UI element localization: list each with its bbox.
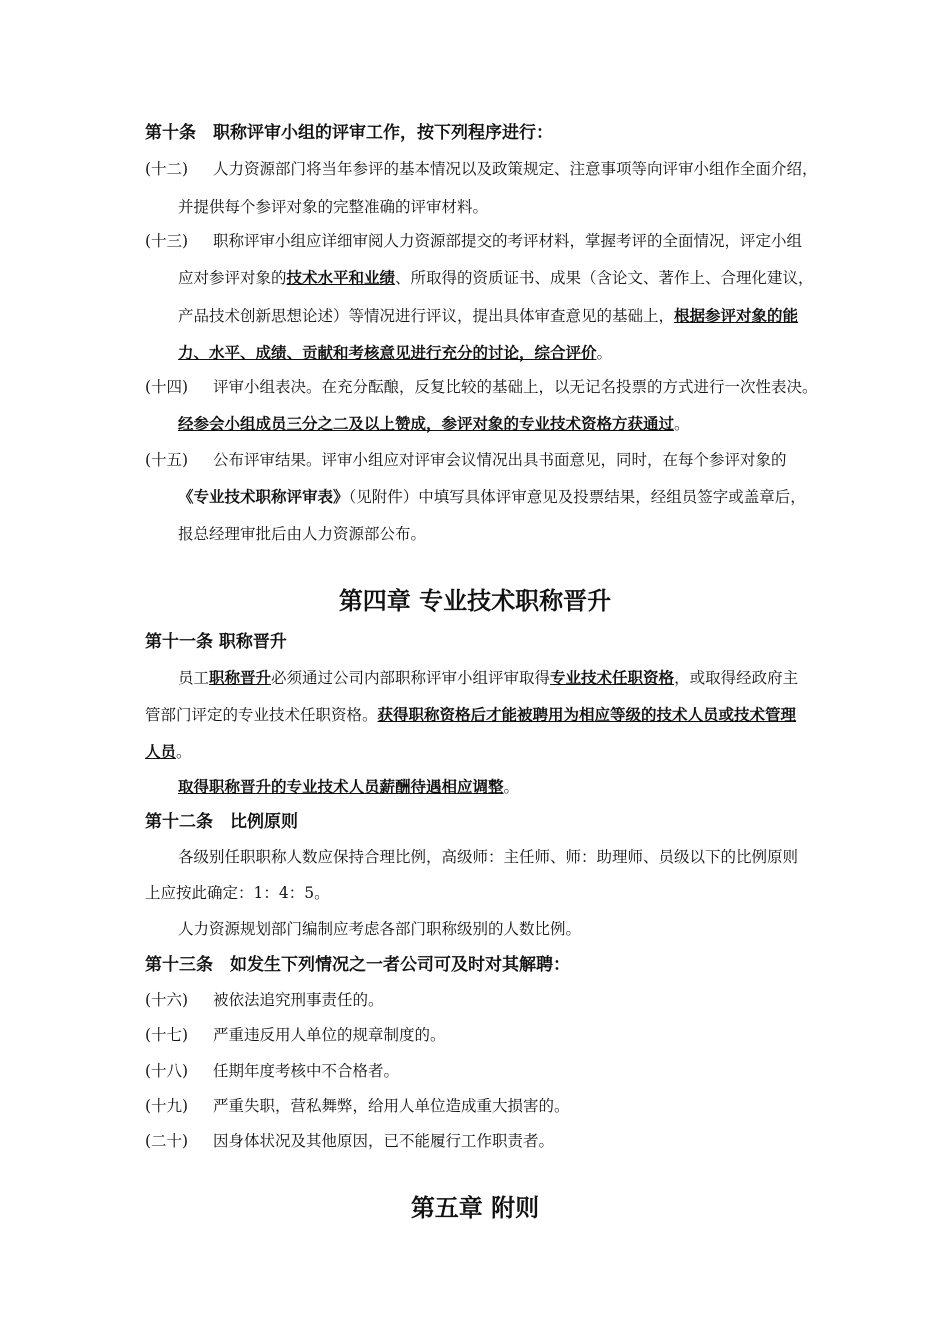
list-item-14 bbox=[145, 376, 818, 398]
list-item-18 bbox=[145, 1060, 399, 1082]
item-number: (十八) bbox=[145, 1062, 189, 1080]
text-run: 产品技术创新思想论述）等情况进行评议，提出具体审查意见的基础上， bbox=[178, 307, 675, 325]
item-number: (十三) bbox=[145, 232, 189, 250]
item-13-line-3 bbox=[178, 305, 798, 327]
item-13-line-2 bbox=[178, 267, 814, 289]
text-run: 。 bbox=[674, 415, 690, 433]
text-run: 。 bbox=[596, 344, 613, 362]
emphasis-text: 人员 bbox=[145, 742, 177, 761]
emphasis-text: 取得职称晋升的专业技术人员薪酬待遇相应调整 bbox=[178, 777, 504, 796]
item-15-line-2 bbox=[178, 486, 806, 508]
list-item-17 bbox=[145, 1024, 446, 1046]
item-number: (十九) bbox=[145, 1097, 189, 1115]
list-item-15 bbox=[145, 449, 787, 471]
chapter-5-title: 第五章 附则 bbox=[410, 1193, 540, 1222]
text-run: （见附件）中填写具体评审意见及投票结果，经组员签字或盖章后， bbox=[348, 488, 806, 506]
emphasis-text: 根据参评对象的能 bbox=[674, 306, 799, 325]
emphasis-text: 力、水平、成绩、贡献和考核意见进行充分的讨论，综合评价 bbox=[178, 343, 597, 362]
item-15-line-3: 报总经理审批后由人力资源部公布。 bbox=[178, 525, 427, 543]
item-number: (十六) bbox=[145, 991, 189, 1009]
emphasis-text: 经参会小组成员三分之二及以上赞成，参评对象的专业技术资格方获通过 bbox=[178, 414, 675, 433]
article-11-line-2 bbox=[145, 704, 796, 726]
item-text: 被依法追究刑事责任的。 bbox=[213, 991, 384, 1009]
article-11-line-3 bbox=[145, 741, 192, 763]
article-11-line-4 bbox=[178, 776, 519, 798]
list-item-13 bbox=[145, 230, 802, 252]
item-text: 职称评审小组应详细审阅人力资源部提交的考评材料，掌握考评的全面情况，评定小组 bbox=[213, 232, 803, 250]
text-run: 管部门评定的专业技术任职资格。 bbox=[145, 706, 378, 724]
item-text: 任期年度考核中不合格者。 bbox=[213, 1062, 400, 1080]
emphasis-text: 《专业技术职称评审表》 bbox=[178, 487, 349, 506]
emphasis-text: 技术水平和业绩 bbox=[286, 268, 396, 287]
text-run: 应对参评对象的 bbox=[178, 269, 287, 287]
emphasis-text: 专业技术任职资格 bbox=[550, 668, 675, 687]
item-number: (十二) bbox=[145, 160, 189, 178]
item-12-continuation: 并提供每个参评对象的完整准确的评审材料。 bbox=[178, 198, 489, 216]
text-run: 必须通过公司内部职称评审小组评审取得 bbox=[271, 669, 551, 687]
emphasis-text: 获得职称资格后才能被聘用为相应等级的技术人员或技术管理 bbox=[377, 705, 797, 724]
list-item-16 bbox=[145, 989, 384, 1011]
text-run: ，或取得经政府主 bbox=[674, 669, 799, 687]
item-number: (十四) bbox=[145, 378, 189, 396]
article-12-line-3: 人力资源规划部门编制应考虑各部门职称级别的人数比例。 bbox=[178, 920, 582, 938]
article-11-line-1 bbox=[178, 667, 798, 689]
article-11-heading: 第十一条 职称晋升 bbox=[145, 632, 287, 652]
text-run: 。 bbox=[503, 778, 520, 796]
chapter-4-title: 第四章 专业技术职称晋升 bbox=[338, 586, 612, 615]
item-text: 严重失职，营私舞弊，给用人单位造成重大损害的。 bbox=[213, 1097, 570, 1115]
text-run: 。 bbox=[176, 743, 192, 761]
text-run: 员工 bbox=[178, 669, 210, 687]
article-12-heading: 第十二条 比例原则 bbox=[145, 812, 298, 832]
item-text: 人力资源部门将当年参评的基本情况以及政策规定、注意事项等向评审小组作全面介绍， bbox=[213, 160, 818, 178]
list-item-12 bbox=[145, 158, 818, 180]
item-number: (十七) bbox=[145, 1026, 189, 1044]
item-number: (十五) bbox=[145, 451, 189, 469]
article-12-line-1: 各级别任职职称人数应保持合理比例，高级师：主任师、师：助理师、员级以下的比例原则 bbox=[178, 848, 799, 866]
item-14-line-2 bbox=[178, 413, 690, 435]
item-text: 严重违反用人单位的规章制度的。 bbox=[213, 1026, 446, 1044]
list-item-19 bbox=[145, 1095, 570, 1117]
item-number: (二十) bbox=[145, 1132, 189, 1150]
article-10-heading: 第十条 职称评审小组的评审工作，按下列程序进行： bbox=[145, 123, 553, 143]
item-text: 公布评审结果。评审小组应对评审会议情况出具书面意见，同时，在每个参评对象的 bbox=[213, 451, 787, 469]
text-run: 、所取得的资质证书、成果（含论文、著作上、合理化建议， bbox=[395, 269, 814, 287]
item-text: 评审小组表决。在充分酝酿，反复比较的基础上，以无记名投票的方式进行一次性表决。 bbox=[213, 378, 818, 396]
article-13-heading: 第十三条 如发生下列情况之一者公司可及时对其解聘： bbox=[145, 955, 570, 975]
article-12-line-2: 上应按此确定：1：4：5。 bbox=[145, 884, 330, 902]
emphasis-text: 职称晋升 bbox=[209, 668, 272, 687]
item-text: 因身体状况及其他原因，已不能履行工作职责者。 bbox=[213, 1132, 555, 1150]
item-13-line-4 bbox=[178, 342, 612, 364]
list-item-20 bbox=[145, 1130, 554, 1152]
